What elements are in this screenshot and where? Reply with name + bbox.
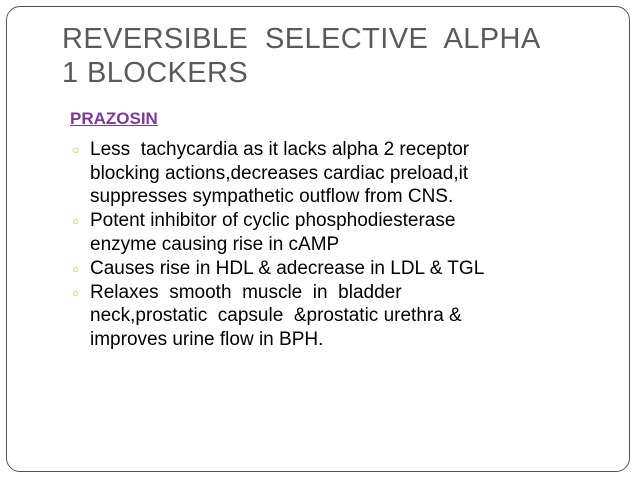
drug-heading: PRAZOSIN — [70, 109, 158, 128]
bullet-line: blocking actions,decreases cardiac preload,it — [90, 162, 469, 184]
bullet-line: suppresses sympathetic outflow from CNS. — [90, 186, 454, 207]
bullet-item — [70, 257, 600, 281]
bullet-line: Relaxes smooth muscle in bladder — [90, 281, 402, 303]
hollow-circle-bullet-icon: ○ — [72, 285, 80, 300]
bullet-line: improves urine flow in BPH. — [90, 328, 324, 350]
slide-title-line: REVERSIBLE SELECTIVE ALPHA — [62, 23, 541, 55]
bullet-item — [70, 209, 600, 256]
bullet-line: Causes rise in HDL & adecrease in LDL & TGL — [90, 257, 485, 279]
hollow-circle-bullet-icon: ○ — [72, 214, 80, 228]
hollow-circle-bullet-icon: ○ — [72, 143, 80, 157]
bullet-list — [70, 138, 600, 352]
bullet-line: neck,prostatic capsule &prostatic urethra & — [90, 305, 462, 326]
bullet-item — [70, 281, 600, 352]
slide-title — [62, 22, 602, 90]
slide-title-line: 1 BLOCKERS — [62, 57, 249, 89]
bullet-line: Less tachycardia as it lacks alpha 2 receptor — [90, 139, 470, 160]
bullet-line: Potent inhibitor of cyclic phosphodiesterase — [90, 210, 456, 231]
bullet-line: enzyme causing rise in cAMP — [90, 233, 340, 255]
bullet-item — [70, 138, 600, 209]
hollow-circle-bullet-icon: ○ — [72, 261, 80, 276]
